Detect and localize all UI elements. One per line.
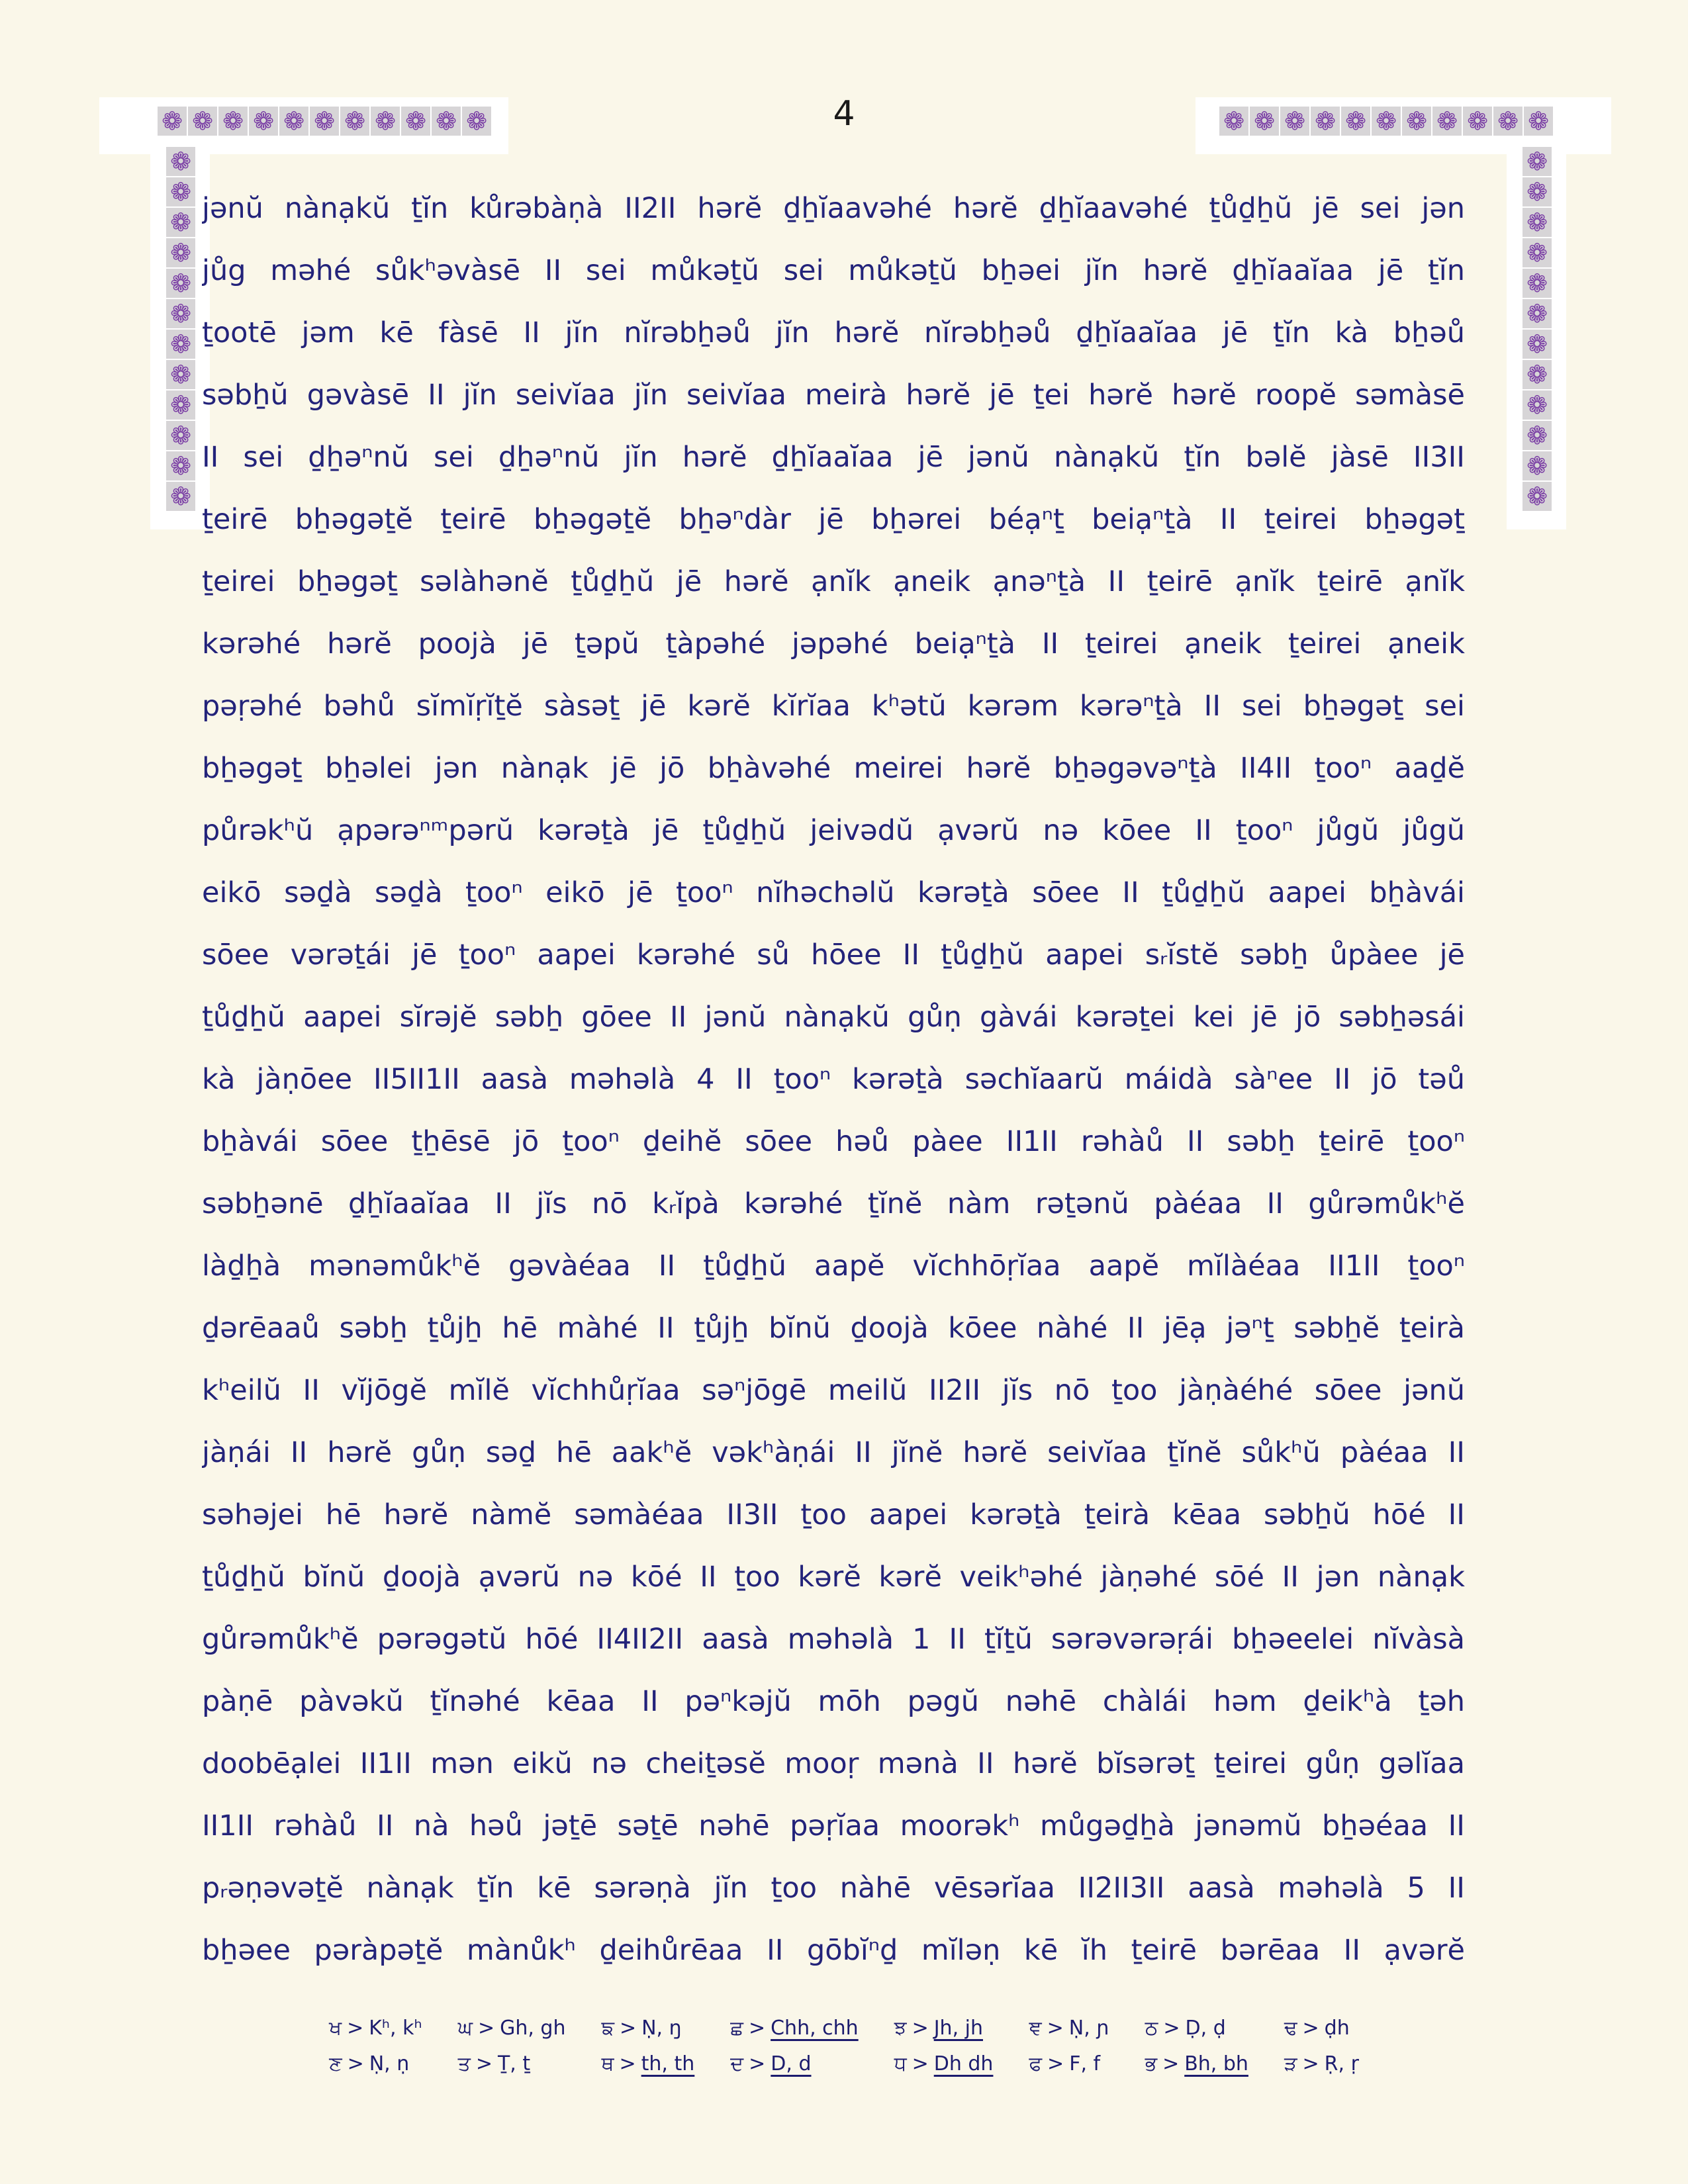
- romanization: Ṇ, ŋ: [641, 2017, 682, 2040]
- text-line: kʰeilŭ II vĭjōgĕ mĭlĕ vĭchhůṛĭaa səⁿjōgē meilŭ II2II jĭs nō ṯoo jàṇàéhé sōee jənŭ: [202, 1374, 1465, 1407]
- gurmukhi-letter: ਦ: [730, 2052, 744, 2075]
- romanization: th, th: [641, 2052, 695, 2075]
- flower-icon: ❁: [1250, 107, 1279, 136]
- gurmukhi-letter: ਠ: [1145, 2017, 1158, 2040]
- flower-icon: ❁: [166, 360, 195, 389]
- gurmukhi-letter: ਞ: [1029, 2017, 1042, 2040]
- legend-item: [458, 2049, 566, 2079]
- flower-icon: ❁: [279, 107, 308, 136]
- flower-icon: ❁: [1523, 177, 1552, 206]
- gurmukhi-letter: ਣ: [329, 2052, 342, 2075]
- maps-to-arrow: >: [619, 2052, 636, 2075]
- legend-item: [1029, 2049, 1109, 2079]
- flower-icon: ❁: [1219, 107, 1248, 136]
- maps-to-arrow: >: [347, 2017, 364, 2040]
- maps-to-arrow: >: [912, 2052, 929, 2075]
- flower-icon: ❁: [166, 451, 195, 480]
- legend-item: [458, 2013, 566, 2044]
- flower-icon: ❁: [1493, 107, 1523, 136]
- text-line: səhəjei hē hərĕ nàmĕ səmàéaa II3II ṯoo aapei kərəṯà ṯeirà kēaa səbẖŭ hōé II: [202, 1498, 1465, 1531]
- text-line: səbẖŭ gəvàsē II jĭn seivĭaa jĭn seivĭaa meirà hərĕ jē ṯei hərĕ hərĕ roopĕ səmàsē: [202, 379, 1465, 412]
- romanization: Ṇ, ṇ: [369, 2052, 410, 2075]
- text-line: bẖàvái sōee ṯẖēsē jō ṯooⁿ ḏeihĕ sōee həů pàee II1II rəhàů II səbẖ ṯeirē ṯooⁿ: [202, 1125, 1465, 1158]
- flower-icon: ❁: [1523, 360, 1552, 389]
- flower-icon: ❁: [166, 482, 195, 511]
- text-line: pàṇē pàvəkŭ ṯĭnəhé kēaa II pəⁿkəjŭ mōh pəgŭ nəhē chàlái həm ḏeikʰà ṯəh: [202, 1685, 1465, 1718]
- maps-to-arrow: >: [619, 2017, 637, 2040]
- flower-icon: ❁: [1523, 147, 1552, 176]
- flower-icon: ❁: [1432, 107, 1462, 136]
- flower-icon: ❁: [1523, 330, 1552, 359]
- flower-icon: ❁: [310, 107, 339, 136]
- text-line: II1II rəhàů II nà həů jəṯē səṯē nəhē pəṛĭaa moorəkʰ můgəḏẖà jənəmŭ bẖəéaa II: [202, 1809, 1465, 1843]
- flower-icon: ❁: [1523, 269, 1552, 298]
- text-line: pəṛəhé bəhů sĭmĭṛĭṯĕ sàsəṯ jē kərĕ kĭrĭaa kʰətŭ kərəm kərəⁿṯà II sei bẖəgəṯ sei: [202, 690, 1465, 723]
- text-line: làḏẖà mənəmůkʰĕ gəvàéaa II ṯůḏẖŭ aapĕ vĭchhōṛĭaa aapĕ mĭlàéaa II1II ṯooⁿ: [202, 1250, 1465, 1283]
- flower-icon: ❁: [401, 107, 430, 136]
- romanization: Ṯ, ṯ: [497, 2052, 531, 2075]
- romanization: Kʰ, kʰ: [369, 2017, 422, 2040]
- romanization: Chh, chh: [771, 2017, 859, 2040]
- transliteration-legend: [0, 2013, 1688, 2079]
- flower-icon: ❁: [1463, 107, 1492, 136]
- legend-item: [329, 2013, 422, 2044]
- body-text: [202, 177, 1465, 1981]
- flower-icon: ❁: [1402, 107, 1431, 136]
- gurmukhi-letter: ਖ: [329, 2017, 342, 2040]
- legend-item: [894, 2013, 994, 2044]
- flower-icon: ❁: [166, 299, 195, 328]
- flower-icon: ❁: [1523, 482, 1552, 511]
- flower-icon: ❁: [1280, 107, 1309, 136]
- maps-to-arrow: >: [1163, 2017, 1180, 2040]
- text-line: gůrəmůkʰĕ pərəgətŭ hōé II4II2II aasà məhəlà 1 II ṯĭṯŭ sərəvərəṛái bẖəeelei nĭvàsà: [202, 1623, 1465, 1656]
- romanization: Gh, gh: [500, 2017, 566, 2040]
- maps-to-arrow: >: [1047, 2017, 1064, 2040]
- romanization: Bh, bh: [1184, 2052, 1248, 2075]
- text-line: ṯůḏẖŭ bĭnŭ ḏoojà ạvərŭ nə kōé II ṯoo kərĕ kərĕ veikʰəhé jàṇəhé sōé II jən nànạk: [202, 1561, 1465, 1594]
- text-line: kərəhé hərĕ poojà jē ṯəpŭ ṯàpəhé jəpəhé beiạⁿṯà II ṯeirei ạneik ṯeirei ạneik: [202, 627, 1465, 660]
- flower-icon: ❁: [249, 107, 278, 136]
- text-line: ṯeirē bẖəgəṯĕ ṯeirē bẖəgəṯĕ bẖəⁿdàr jē bẖərei béạⁿṯ beiạⁿṯà II ṯeirei bẖəgəṯ: [202, 503, 1465, 536]
- gurmukhi-letter: ਭ: [1145, 2052, 1158, 2075]
- text-line: bẖəee pəràpəṯĕ mànůkʰ ḏeihůrēaa II gōbĭⁿḏ mĭləṇ kē ĭh ṯeirē bərēaa II ạvərĕ: [202, 1934, 1465, 1967]
- text-line: ṯůḏẖŭ aapei sĭrəjĕ səbẖ gōee II jənŭ nànạkŭ gůṇ gàvái kərəṯei kei jē jō səbẖəsái: [202, 1001, 1465, 1034]
- maps-to-arrow: >: [1302, 2017, 1319, 2040]
- flower-icon: ❁: [1524, 107, 1553, 136]
- text-line: ṯootē jəm kē fàsē II jĭn nĭrəbẖəů jĭn hərĕ nĭrəbẖəů ḏẖĭaaĭaa jē ṯĭn kà bẖəů: [202, 316, 1465, 349]
- romanization: Ṇ, ɲ: [1068, 2017, 1109, 2040]
- flower-icon: ❁: [166, 390, 195, 420]
- text-line: kà jàṇōee II5II1II aasà məhəlà 4 II ṯooⁿ kərəṯà səchĭaarŭ máidà sàⁿee II jō təů: [202, 1063, 1465, 1096]
- flower-icon: ❁: [1523, 208, 1552, 237]
- romanization: F, f: [1069, 2052, 1101, 2075]
- gurmukhi-letter: ਛ: [730, 2017, 743, 2040]
- text-line: jůg məhé sůkʰəvàsē II sei můkəṯŭ sei můkəṯŭ bẖəei jĭn hərĕ ḏẖĭaaĭaa jē ṯĭn: [202, 254, 1465, 287]
- legend-item: [1145, 2013, 1248, 2044]
- gurmukhi-letter: ਤ: [457, 2052, 471, 2075]
- gurmukhi-letter: ਙ: [601, 2017, 614, 2040]
- gurmukhi-letter: ਢ: [1284, 2017, 1297, 2040]
- legend-item: [1284, 2013, 1359, 2044]
- maps-to-arrow: >: [749, 2052, 766, 2075]
- maps-to-arrow: >: [347, 2052, 364, 2075]
- legend-item: [730, 2049, 858, 2079]
- flower-icon: ❁: [158, 107, 187, 136]
- gurmukhi-letter: ੜ: [1284, 2052, 1297, 2075]
- flower-icon: ❁: [166, 177, 195, 206]
- maps-to-arrow: >: [475, 2052, 492, 2075]
- text-line: eikō səḏà səḏà ṯooⁿ eikō jē ṯooⁿ nĭhəchəlŭ kərəṯà sōee II ṯůḏẖŭ aapei bẖàvái: [202, 876, 1465, 909]
- romanization: Ḍ, ḍ: [1185, 2017, 1226, 2040]
- maps-to-arrow: >: [748, 2017, 766, 2040]
- maps-to-arrow: >: [912, 2017, 929, 2040]
- legend-item: [601, 2049, 694, 2079]
- legend-item: [601, 2013, 694, 2044]
- flower-icon: ❁: [1523, 451, 1552, 480]
- legend-item: [730, 2013, 858, 2044]
- flower-border-right: [1523, 147, 1552, 511]
- legend-item: [329, 2049, 422, 2079]
- flower-icon: ❁: [188, 107, 217, 136]
- legend-item: [1145, 2049, 1248, 2079]
- maps-to-arrow: >: [1162, 2052, 1180, 2075]
- flower-icon: ❁: [1523, 238, 1552, 267]
- flower-icon: ❁: [166, 421, 195, 450]
- gurmukhi-letter: ਧ: [894, 2052, 907, 2075]
- flower-icon: ❁: [166, 208, 195, 237]
- flower-icon: ❁: [462, 107, 491, 136]
- text-line: pᵣəṇəvəṯĕ nànạk ṯĭn kē sərəṇà jĭn ṯoo nàhē vēsərĭaa II2II3II aasà məhəlà 5 II: [202, 1872, 1465, 1905]
- maps-to-arrow: >: [477, 2017, 495, 2040]
- flower-icon: ❁: [1523, 390, 1552, 420]
- flower-icon: ❁: [166, 238, 195, 267]
- maps-to-arrow: >: [1047, 2052, 1064, 2075]
- flower-icon: ❁: [1372, 107, 1401, 136]
- text-line: jàṇái II hərĕ gůṇ səḏ hē aakʰĕ vəkʰàṇái II jĭnĕ hərĕ seivĭaa ṯĭnĕ sůkʰŭ pàéaa II: [202, 1436, 1465, 1469]
- page-number: 4: [833, 94, 855, 134]
- romanization: Jh, jh: [933, 2017, 983, 2040]
- text-line: půrəkʰŭ ạpərəⁿᵐpərŭ kərəṯà jē ṯůḏẖŭ jeivədŭ ạvərŭ nə kōee II ṯooⁿ jůgŭ jůgŭ: [202, 814, 1465, 847]
- flower-icon: ❁: [1311, 107, 1340, 136]
- text-line: doobēạlei II1II mən eikŭ nə cheiṯəsĕ mooṛ mənà II hərĕ bĭsərəṯ ṯeirei gůṇ gəlĭaa: [202, 1747, 1465, 1780]
- gurmukhi-letter: ਥ: [601, 2052, 614, 2075]
- text-line: sōee vərəṯái jē ṯooⁿ aapei kərəhé sů hōee II ṯůḏẖŭ aapei sᵣĭstĕ səbẖ ůpàee jē: [202, 938, 1465, 972]
- text-line: ḏərēaaů səbẖ ṯůjẖ hē màhé II ṯůjẖ bĭnŭ ḏoojà kōee nàhé II jēạ jəⁿṯ səbẖĕ ṯeirà: [202, 1312, 1465, 1345]
- text-line: jənŭ nànạkŭ ṯĭn kůrəbàṇà II2II hərĕ ḏẖĭaavəhé hərĕ ḏẖĭaavəhé ṯůḏẖŭ jē sei jən: [202, 192, 1465, 225]
- maps-to-arrow: >: [1302, 2052, 1319, 2075]
- flower-icon: ❁: [371, 107, 400, 136]
- text-line: II sei ḏẖəⁿnŭ sei ḏẖəⁿnŭ jĭn hərĕ ḏẖĭaaĭaa jē jənŭ nànạkŭ ṯĭn bəlĕ jàsē II3II: [202, 441, 1465, 474]
- text-line: bẖəgəṯ bẖəlei jən nànạk jē jō bẖàvəhé meirei hərĕ bẖəgəvəⁿṯà II4II ṯooⁿ aaḏĕ: [202, 752, 1465, 785]
- flower-icon: ❁: [166, 269, 195, 298]
- flower-icon: ❁: [166, 330, 195, 359]
- flower-icon: ❁: [340, 107, 369, 136]
- gurmukhi-letter: ਘ: [457, 2017, 473, 2040]
- flower-icon: ❁: [166, 147, 195, 176]
- gurmukhi-letter: ਝ: [894, 2017, 907, 2040]
- gurmukhi-letter: ਫ: [1029, 2052, 1043, 2075]
- flower-icon: ❁: [1523, 421, 1552, 450]
- legend-item: [1029, 2013, 1109, 2044]
- flower-border-left: [166, 147, 195, 511]
- text-line: ṯeirei bẖəgəṯ səlàhənĕ ṯůḏẖŭ jē hərĕ ạnĭk ạneik ạnəⁿṯà II ṯeirē ạnĭk ṯeirē ạnĭk: [202, 565, 1465, 598]
- romanization: Ṛ, ṛ: [1324, 2052, 1359, 2075]
- legend-item: [1284, 2049, 1359, 2079]
- legend-item: [894, 2049, 994, 2079]
- text-line: səbẖənē ḏẖĭaaĭaa II jĭs nō kᵣĭpà kərəhé ṯĭnĕ nàm rəṯənŭ pàéaa II gůrəmůkʰĕ: [202, 1187, 1465, 1220]
- flower-icon: ❁: [1341, 107, 1370, 136]
- romanization: Dh dh: [933, 2052, 994, 2075]
- flower-icon: ❁: [218, 107, 248, 136]
- flower-icon: ❁: [432, 107, 461, 136]
- flower-icon: ❁: [1523, 299, 1552, 328]
- romanization: ḍh: [1324, 2017, 1350, 2040]
- romanization: D, d: [771, 2052, 812, 2075]
